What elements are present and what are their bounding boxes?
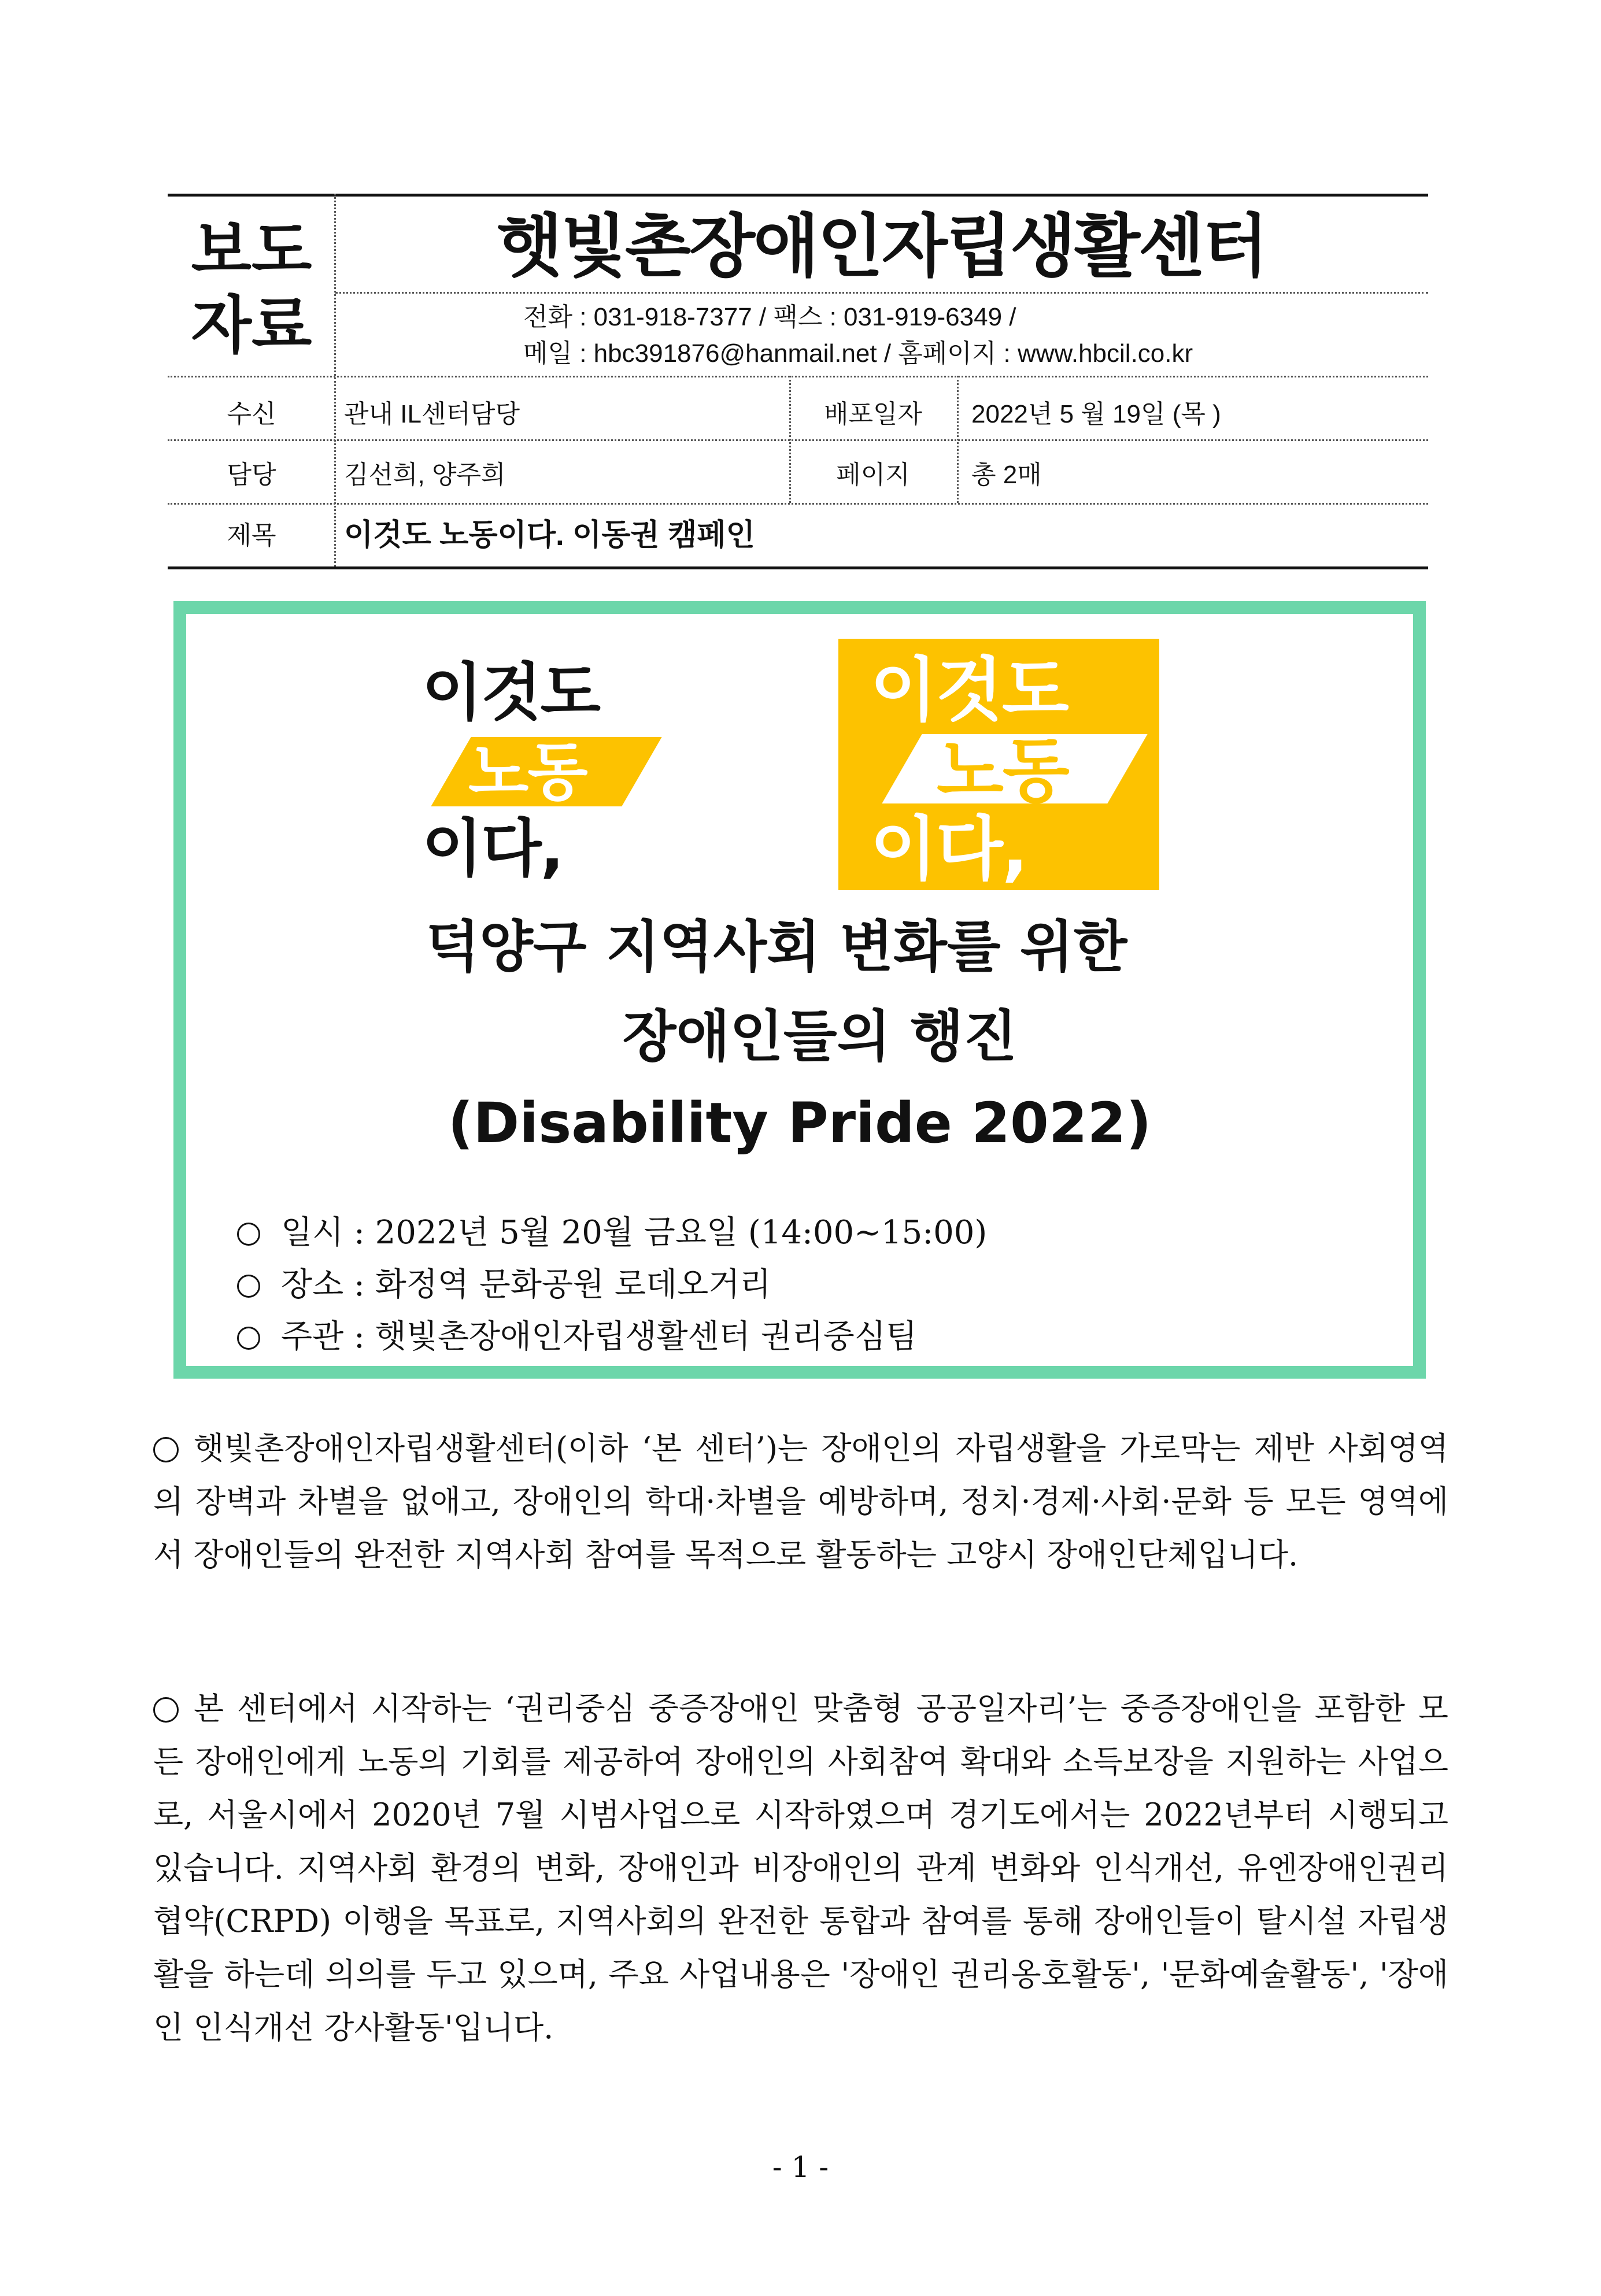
subject-label: 제목	[227, 521, 276, 550]
release-date-value: 2022년 5 월 19일 (목 )	[971, 400, 1221, 428]
press-label-line1: 보도	[191, 214, 312, 287]
bullet-circle-icon	[153, 1437, 179, 1462]
event-datetime-text: 일시 : 2022년 5월 20월 금요일 (14:00~15:00)	[281, 1214, 988, 1251]
header-column-divider	[334, 194, 336, 566]
campaign-logo-white	[416, 650, 648, 893]
manager-label: 담당	[227, 461, 276, 489]
row-divider	[168, 439, 1428, 441]
contact-line-2: 메일 : hbc391876@hanmail.net / 홈페이지 : www.hbcil.co.kr	[523, 339, 1193, 368]
page-count-value: 총 2매	[971, 461, 1042, 489]
bullet-circle-icon	[153, 1697, 179, 1723]
logo-text-line3: 이다,	[422, 813, 563, 885]
press-label-line2: 자료	[191, 290, 312, 362]
logo-text-line3: 이다,	[870, 809, 1027, 890]
event-host-text: 주관 : 햇빛촌장애인자립생활센터 권리중심팀	[281, 1318, 918, 1356]
event-datetime	[237, 1214, 988, 1251]
header-bottom-rule	[168, 566, 1428, 569]
page-count-label: 페이지	[836, 461, 910, 489]
recipient-value: 관내 IL센터담당	[344, 400, 520, 428]
body-paragraph-2	[153, 1682, 1448, 2054]
row-divider	[168, 503, 1428, 505]
row-divider	[168, 376, 1428, 377]
body-paragraph-1	[153, 1422, 1448, 1582]
header-divider	[335, 292, 1428, 294]
contact-line-1: 전화 : 031-918-7377 / 팩스 : 031-919-6349 /	[523, 303, 1016, 331]
bullet-circle-icon	[237, 1327, 260, 1350]
event-info-box	[173, 601, 1426, 1379]
event-title-line1: 덕양구 지역사회 변화를 위한	[426, 914, 1127, 979]
event-host	[237, 1318, 918, 1356]
bullet-circle-icon	[237, 1275, 260, 1298]
body-paragraph-2-text: 본 센터에서 시작하는 ‘권리중심 중증장애인 맞춤형 공공일자리’는 중증장애인을 포함한 모든 장애인에게 노동의 기회를 제공하여 장애인의 사회참여 확대와 소득보장을 지원하는 사업으로, 서울시에서 2020년 7월 시범사업으로 시작하였으며 경기도에서는 2022년부터 시행되고 있습니다. 지역사회 환경의 변화, 장애인과 비장애인의 관계 변화와 인식개선, 유엔장애인권리협약(CRPD) 이행을 목표로, 지역사회의 완전한 통합과 참여를 통해 장애인들이 탈시설 자립생활을 하는데 의의를 두고 있으며, 주요 사업내용은 '장애인 권리옹호활동', '문화예술활동', '장애인 인식개선 강사활동'입니다.	[153, 1690, 1448, 2046]
logo-text-line2: 노동	[468, 736, 587, 809]
event-place	[237, 1266, 771, 1303]
logo-text-line1: 이것도	[422, 657, 600, 729]
press-release-header	[168, 194, 1428, 569]
campaign-logo-yellow	[838, 639, 1159, 890]
header-top-rule	[168, 194, 1428, 197]
bullet-circle-icon	[237, 1223, 260, 1246]
logo-text-line1: 이것도	[870, 650, 1068, 731]
release-date-label: 배포일자	[823, 400, 922, 428]
subject-value: 이것도 노동이다. 이동권 캠페인	[344, 519, 755, 552]
event-title-line3: (Disability Pride 2022)	[448, 1091, 1152, 1156]
logo-text-line2: 노동	[937, 731, 1068, 812]
manager-value: 김선희, 양주희	[344, 461, 506, 489]
page-number: - 1 -	[772, 2150, 829, 2184]
organization-name: 햇빛촌장애인자립생활센터	[497, 206, 1267, 286]
event-place-text: 장소 : 화정역 문화공원 로데오거리	[281, 1266, 771, 1303]
recipient-label: 수신	[227, 400, 276, 428]
event-title-line2: 장애인들의 행진	[622, 1004, 1018, 1069]
body-paragraph-1-text: 햇빛촌장애인자립생활센터(이하 ‘본 센터’)는 장애인의 자립생활을 가로막는 제반 사회영역의 장벽과 차별을 없애고, 장애인의 학대·차별을 예방하며, 정치·경제·사회·문화 등 모든 영역에서 장애인들의 완전한 지역사회 참여를 목적으로 활동하는 고양시 장애인단체입니다.	[153, 1430, 1448, 1573]
